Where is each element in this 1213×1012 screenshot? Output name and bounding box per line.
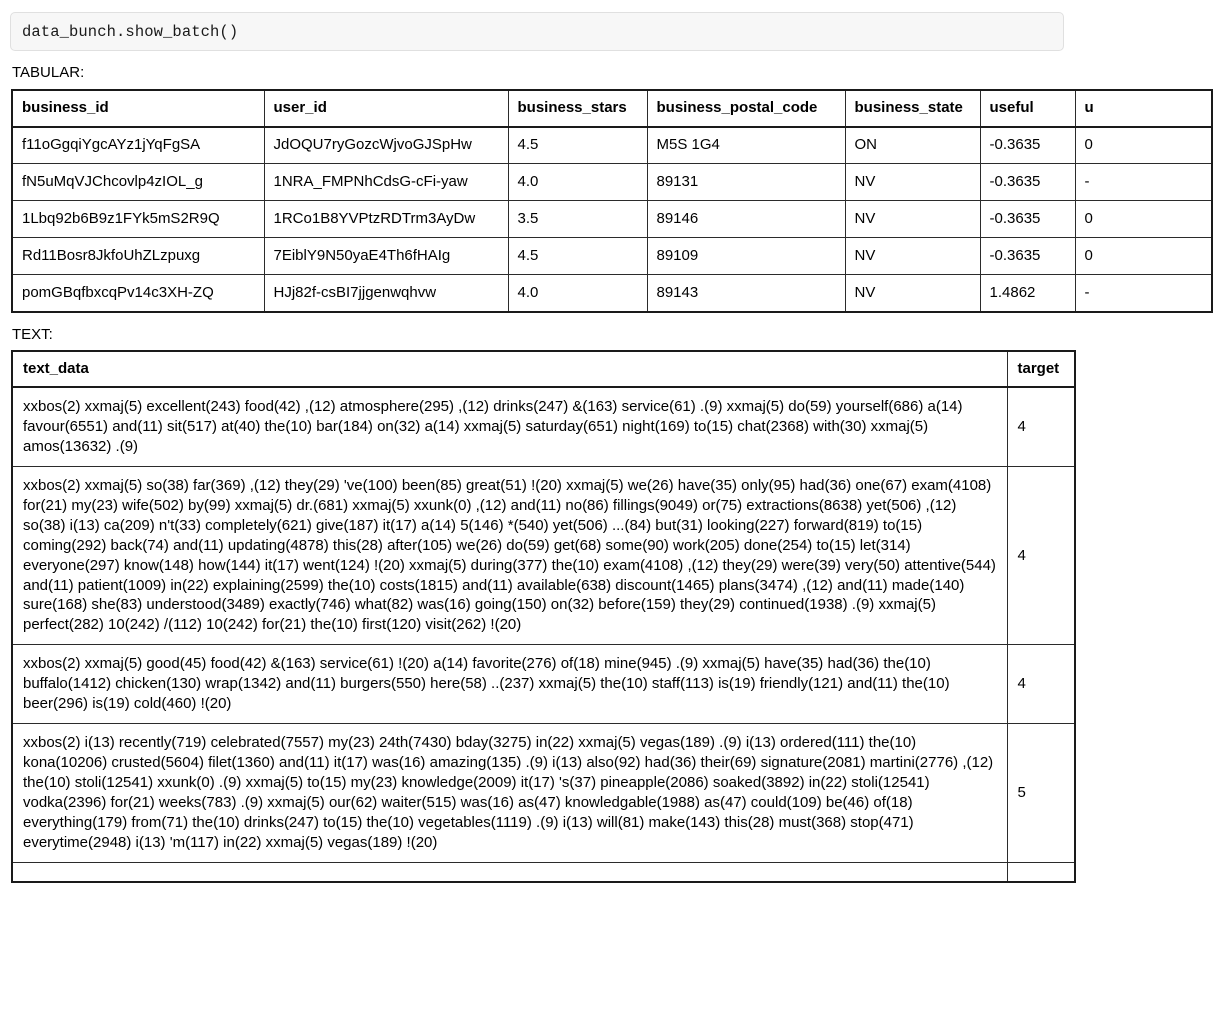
column-header-business-postal-code: business_postal_code <box>647 90 845 127</box>
cell-target <box>1007 862 1075 882</box>
table-row <box>12 275 1212 312</box>
tabular-header-row <box>12 90 1212 127</box>
cell-business-stars: 4.0 <box>508 275 647 312</box>
column-header-business-stars: business_stars <box>508 90 647 127</box>
cell-clipped: 0 <box>1075 238 1212 275</box>
cell-useful: -0.3635 <box>980 201 1075 238</box>
code-input-text: data_bunch.show_batch() <box>22 22 239 41</box>
cell-text-data <box>12 862 1007 882</box>
column-header-text-data: text_data <box>12 351 1007 387</box>
cell-clipped: - <box>1075 164 1212 201</box>
text-table-body <box>12 387 1075 882</box>
cell-useful: 1.4862 <box>980 275 1075 312</box>
cell-business-stars: 4.5 <box>508 238 647 275</box>
tabular-table-wrap <box>11 89 1094 313</box>
cell-target: 4 <box>1007 387 1075 466</box>
cell-user-id: 1NRA_FMPNhCdsG-cFi-yaw <box>264 164 508 201</box>
table-row <box>12 164 1212 201</box>
cell-business-postal-code: 89109 <box>647 238 845 275</box>
cell-business-postal-code: 89131 <box>647 164 845 201</box>
cell-text-data: xxbos(2) xxmaj(5) good(45) food(42) &(163) service(61) !(20) a(14) favorite(276) of(18) mine(945) .(9) xxmaj(5) have(35) had(36) the(10) buffalo(1412) chicken(130) wrap(1342) and(11) burgers(550) here(58) ..(237) xxmaj(5) the(10) staff(113) is(19) friendly(121) and(11) the(10) beer(296) is(19) cold(460) !(20) <box>12 645 1007 724</box>
cell-user-id: JdOQU7ryGozcWjvoGJSpHw <box>264 127 508 164</box>
text-header-row <box>12 351 1075 387</box>
column-header-target: target <box>1007 351 1075 387</box>
cell-business-id: fN5uMqVJChcovlp4zIOL_g <box>12 164 264 201</box>
cell-useful: -0.3635 <box>980 238 1075 275</box>
column-header-useful: useful <box>980 90 1075 127</box>
cell-clipped: 0 <box>1075 127 1212 164</box>
cell-business-state: NV <box>845 164 980 201</box>
cell-business-stars: 4.5 <box>508 127 647 164</box>
text-table-wrap <box>11 350 1074 883</box>
cell-business-stars: 3.5 <box>508 201 647 238</box>
cell-business-stars: 4.0 <box>508 164 647 201</box>
cell-business-postal-code: 89143 <box>647 275 845 312</box>
cell-useful: -0.3635 <box>980 127 1075 164</box>
cell-business-id: Rd11Bosr8JkfoUhZLzpuxg <box>12 238 264 275</box>
cell-clipped: 0 <box>1075 201 1212 238</box>
code-input-cell[interactable] <box>10 12 1064 51</box>
cell-target: 4 <box>1007 466 1075 645</box>
text-section-label: TEXT: <box>12 325 53 343</box>
list-item <box>12 724 1075 863</box>
cell-user-id: 1RCo1B8YVPtzRDTrm3AyDw <box>264 201 508 238</box>
column-header-business-state: business_state <box>845 90 980 127</box>
tabular-table <box>11 89 1213 313</box>
cell-user-id: 7EiblY9N50yaE4Th6fHAIg <box>264 238 508 275</box>
cell-business-id: f11oGgqiYgcAYz1jYqFgSA <box>12 127 264 164</box>
cell-business-state: ON <box>845 127 980 164</box>
tabular-section-label: TABULAR: <box>12 64 85 81</box>
cell-clipped: - <box>1075 275 1212 312</box>
text-table-head <box>12 351 1075 387</box>
list-item <box>12 466 1075 645</box>
cell-business-state: NV <box>845 201 980 238</box>
cell-text-data: xxbos(2) i(13) recently(719) celebrated(7557) my(23) 24th(7430) bday(3275) in(22) xxmaj(5) vegas(189) .(9) i(13) ordered(111) the(10) kona(10206) crusted(5604) filet(1360) and(11) it(17) was(16) amazing(135) .(9) i(13) also(92) had(36) their(69) signature(2081) martini(2776) ,(12) the(10) stoli(12541) xxunk(0) .(9) xxmaj(5) to(15) my(23) knowledge(2009) it(17) 's(37) pineapple(2086) soaked(3892) in(22) stoli(12541) vodka(2396) for(21) weeks(783) .(9) xxmaj(5) our(62) waiter(515) was(16) as(47) knowledgable(1988) as(47) could(109) be(46) of(18) everything(179) from(71) the(10) drinks(247) to(15) the(10) vegetables(1119) .(9) i(13) will(81) make(143) this(28) must(368) stop(471) everytime(2948) i(13) 'm(117) in(22) xxmaj(5) vegas(189) !(20) <box>12 724 1007 863</box>
cell-business-state: NV <box>845 238 980 275</box>
list-item <box>12 645 1075 724</box>
cell-business-postal-code: 89146 <box>647 201 845 238</box>
cell-text-data: xxbos(2) xxmaj(5) excellent(243) food(42) ,(12) atmosphere(295) ,(12) drinks(247) &(163) service(61) .(9) xxmaj(5) do(59) yourself(686) a(14) favour(6551) and(11) sit(517) at(40) the(10) bar(184) on(32) a(14) xxmaj(5) saturday(651) night(169) to(15) chat(2368) with(30) xxmaj(5) amos(13632) .(9) <box>12 387 1007 466</box>
tabular-table-head <box>12 90 1212 127</box>
table-row <box>12 238 1212 275</box>
cell-target: 5 <box>1007 724 1075 863</box>
text-table <box>11 350 1076 883</box>
notebook-output-page <box>0 12 1094 1012</box>
cell-text-data: xxbos(2) xxmaj(5) so(38) far(369) ,(12) they(29) 've(100) been(85) great(51) !(20) xxmaj(5) we(26) have(35) only(95) had(36) one(67) exam(4108) for(21) my(23) wife(502) by(99) xxmaj(5) dr.(681) xxmaj(5) xxunk(0) ,(12) and(11) no(86) fillings(9049) or(75) extractions(8638) yet(506) ,(12) so(38) i(13) ca(209) n't(33) completely(621) give(187) it(17) a(14) 5(146) *(540) yet(506) ...(84) but(31) looking(227) forward(819) to(15) coming(292) back(74) and(11) updating(4878) this(28) after(105) we(26) do(59) get(68) some(90) work(205) done(254) to(15) let(314) everyone(297) know(148) how(144) it(17) went(124) !(20) xxmaj(5) during(377) the(10) exam(4108) ,(12) they(29) were(39) very(50) attentive(544) and(11) patient(1009) in(22) explaining(2599) the(10) costs(1815) and(11) available(638) discount(1465) plans(3474) ,(12) and(11) made(140) sure(168) she(83) understood(3489) exactly(746) what(82) was(16) going(150) on(32) before(159) they(29) continued(1938) .(9) xxmaj(5) perfect(282) 10(242) /(112) 10(242) for(21) the(10) first(120) visit(262) !(20) <box>12 466 1007 645</box>
cell-business-postal-code: M5S 1G4 <box>647 127 845 164</box>
column-header-clipped: u <box>1075 90 1212 127</box>
table-row <box>12 201 1212 238</box>
tabular-table-body <box>12 127 1212 312</box>
cell-user-id: HJj82f-csBI7jjgenwqhvw <box>264 275 508 312</box>
table-row <box>12 127 1212 164</box>
cell-target: 4 <box>1007 645 1075 724</box>
list-item <box>12 387 1075 466</box>
cell-business-id: pomGBqfbxcqPv14c3XH-ZQ <box>12 275 264 312</box>
list-item <box>12 862 1075 882</box>
cell-useful: -0.3635 <box>980 164 1075 201</box>
cell-business-state: NV <box>845 275 980 312</box>
cell-business-id: 1Lbq92b6B9z1FYk5mS2R9Q <box>12 201 264 238</box>
column-header-business-id: business_id <box>12 90 264 127</box>
column-header-user-id: user_id <box>264 90 508 127</box>
